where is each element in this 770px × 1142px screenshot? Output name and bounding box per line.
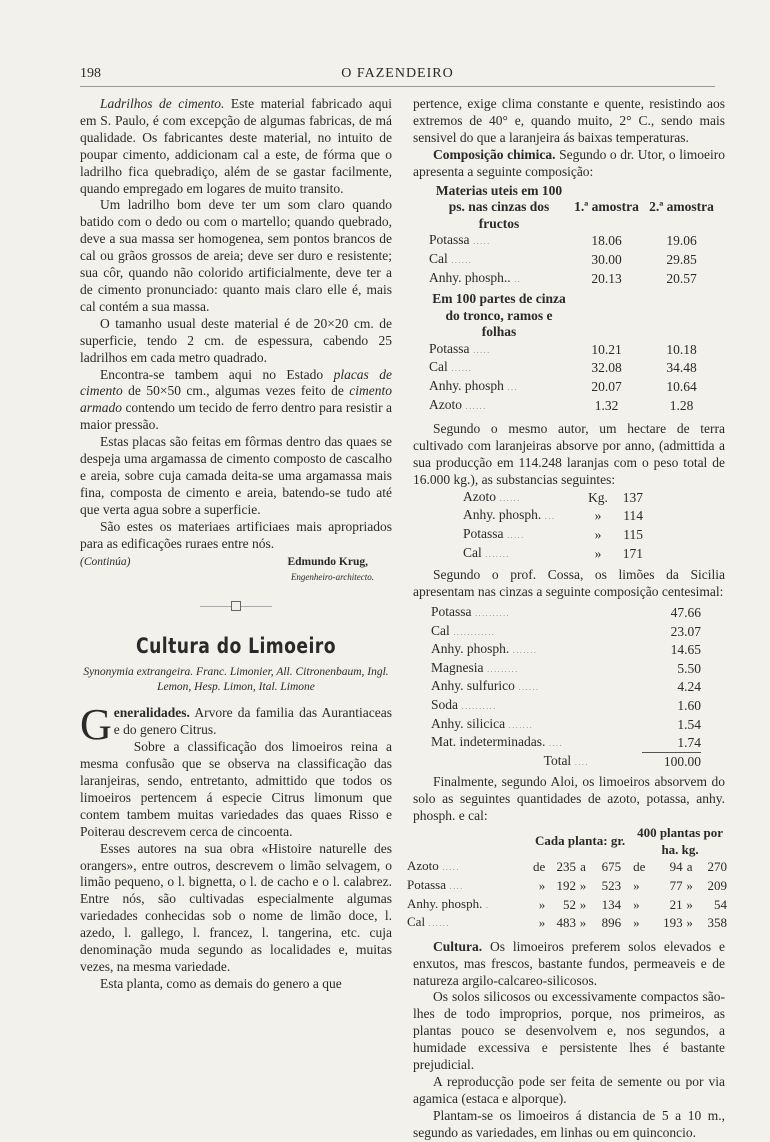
absorption-table bbox=[463, 489, 643, 563]
table-row: Anhy. phosph. . . . . . . . 14.65 bbox=[431, 641, 701, 658]
author-name: Edmundo Krug, bbox=[287, 556, 368, 569]
table-row: Cal . . . . . . 32.08 34.48 bbox=[429, 359, 697, 376]
paragraph: Os solos silicosos ou excessivamente compactos são-lhes de todo improprios, porque, nos primeiros, as plantas pouco se desenvolvem e, nos segundos, a humidade excessiva e persistente lhes é bastante prejudicial. bbox=[413, 989, 725, 1073]
table-row: Azoto . . . . . . 1.32 1.28 bbox=[429, 396, 694, 413]
table-row: Mat. indeterminadas. . . . . 1.74 bbox=[431, 734, 701, 753]
section-separator bbox=[80, 600, 392, 612]
author-role: Engenheiro-architecto. bbox=[290, 572, 374, 583]
paragraph: A reproducção pode ser feita de semente ou por via agamica (estaca e alporque). bbox=[413, 1073, 725, 1106]
paragraph: Segundo o prof. Cossa, os limões da Sicilia apresentam nas cinzas a seguinte composição centesimal: bbox=[413, 567, 725, 600]
header-rule bbox=[80, 86, 715, 87]
paragraph: Cultura. Os limoeiros preferem solos elevados e enxutos, mas frescos, bastante fundos, permeaveis e de natureza argilo-calcareo-silicosos. bbox=[413, 938, 725, 988]
paragraph: Encontra-se tambem aqui no Estado placas de cimento de 50×50 cm., algumas vezes feito de cimento armado contendo um tecido de ferro dentro para resistir a maior pressão. bbox=[80, 366, 392, 433]
table-row: Potassa . . . . . 18.06 19.06 bbox=[429, 232, 697, 249]
article-title: Cultura do Limoeiro bbox=[136, 634, 336, 659]
table-row: Azoto . . . . . de 235 a 675 de 94 a 270 bbox=[407, 858, 727, 875]
table-row: Cal . . . . . . » 483 » 896 » 193 » 358 bbox=[407, 914, 727, 931]
sicilia-table bbox=[431, 604, 701, 771]
paragraph: Finalmente, segundo Aloi, os limoeiros absorvem do solo as seguintes quantidades de azoto, potassa, anhy. phosph. e cal: bbox=[413, 774, 725, 824]
table-row: Anhy. phosph . . . 20.07 10.64 bbox=[429, 378, 697, 395]
table-row: Potassa . . . . . . . . . . 47.66 bbox=[431, 604, 701, 621]
page-number: 198 bbox=[80, 66, 101, 81]
paragraph: Plantam-se os limoeiros á distancia de 5 a 10 m., segundo as variedades, em linhas ou em quinconcio. bbox=[413, 1107, 725, 1140]
continua-note: (Continúa) bbox=[80, 556, 131, 569]
table-row: Total . . . . 100.00 bbox=[543, 752, 701, 770]
table-row: Anhy. sulfurico . . . . . . 4.24 bbox=[431, 678, 701, 695]
table-row: Cal . . . . . . 30.00 29.85 bbox=[429, 250, 697, 267]
paragraph: Um ladrilho bom deve ter um som claro quando batido com o dedo ou com o martello; quando quebrado, deve a sua massa ser homogenea, sem pontos brancos de cal ou grãos grossos de areia; deve ser duro e resistente; sua côr, quando não colorido artificialmente, deve ter a de cimento pronunciado: quanto mais claro elle é, mais cal contém a sua massa. bbox=[80, 197, 392, 314]
left-column bbox=[80, 96, 392, 993]
paragraph: Estas placas são feitas em fôrmas dentro das quaes se despeja uma argamassa de cimento composto de cascalho e areia, sobre cuja camada deita-se uma argamassa mais fina, composta de cimento e areia, batendo-se tudo até que verta agua sobre a superficie. bbox=[80, 434, 392, 517]
paragraph: Esta planta, como as demais do genero a que bbox=[100, 975, 342, 991]
paragraph: Composição chimica. Segundo o dr. Utor, o limoeiro apresenta a seguinte composição: bbox=[413, 146, 725, 179]
composition-table-1: Materias uteis em 100 ps. nas cinzas dos fructos 1.ª amostra 2.ª amostra Potassa . . . . . 18.06 19.06 Cal . . . . . . 30.00 29.85 Anhy. phosph.. . . 20.13 20.57 Em 100 partes de cinza do tronco, ramos e folhas Potassa . . . . . 10.21 10.18 Cal . . . . . . 32.08 34.48 Anhy. phosph . . . 20.07 10.64 Azoto . . . . . . 1.32 1.28 bbox=[429, 183, 719, 416]
paragraph: Segundo o mesmo autor, um hectare de terra cultivado com laranjeiras absorve por anno, (admittida a sua producção em 114.248 laranjas com o peso total de 16.000 kg.), as substancias seguintes: bbox=[413, 421, 725, 487]
table-row: Potassa . . . . . » 115 bbox=[463, 526, 643, 543]
running-title: O FAZENDEIRO bbox=[341, 66, 454, 81]
table-row: Soda . . . . . . . . . . 1.60 bbox=[431, 697, 701, 714]
drop-cap: G bbox=[80, 700, 112, 750]
table-row: Azoto . . . . . . Kg. 137 bbox=[463, 488, 643, 505]
table-row: Anhy. phosph. . » 52 » 134 » 21 » 54 bbox=[407, 895, 727, 912]
table-row: Anhy. silicica . . . . . . . 1.54 bbox=[431, 715, 701, 732]
table-row: Cal . . . . . . . » 171 bbox=[463, 544, 643, 561]
paragraph: Esses autores na sua obra «Histoire naturelle des orangers», entre outros, descrevem o limão selvagem, o limão pequeno, o l. bignetta, o l. de cacho e o l. calabrez. Entre nós, são cultivadas especialmente algumas variedades conhecidas sob o nome de limão doce, l. azedo, l. gallego, l. francez, l. tangerina, etc. cuja denominação muda segundo as localidades e, muitas vezes, na mesma variedade. bbox=[80, 840, 392, 974]
paragraph: O tamanho usual deste material é de 20×20 cm. de superficie, tendo 2 cm. de espessura, cabendo 25 ladrilhos em cada metro quadrado. bbox=[80, 315, 392, 365]
paragraph: Generalidades. Arvore da familia das Aurantiaceas e do genero Citrus. bbox=[80, 700, 392, 750]
paragraph: Ladrilhos de cimento. Este material fabricado aqui em S. Paulo, é com excepção de algumas fabricas, de má qualidade. Os fabricantes deste material, no intuito de poupar cimento, addicionam cal a este, de fórma que o ladrilho fica quebradiço, além de se gastar facilmente, quando empregado em logares de muito transito. bbox=[80, 96, 392, 196]
table-row: Potassa . . . . . 10.21 10.18 bbox=[429, 340, 697, 357]
table-row: Magnesia . . . . . . . . . 5.50 bbox=[431, 659, 701, 676]
table-row: Potassa . . . . » 192 » 523 » 77 » 209 bbox=[407, 876, 727, 893]
table-row: Anhy. phosph. . . . » 114 bbox=[463, 507, 643, 524]
synonyms-line: Synonymia extrangeira. Franc. Limonier, All. Citronenbaum, Ingl. Lemon, Hesp. Limon, Ital. Limone bbox=[83, 666, 389, 694]
table-row: Anhy. phosph.. . . 20.13 20.57 bbox=[429, 269, 697, 286]
paragraph: Sobre a classificação dos limoeiros reina a mesma confusão que se observa na classificação das laranjeiras, sendo, entretanto, admittido que todos os limoeiros pertencem á especie Citrus limonum que contem tambem muitas variedades das quaes Risso e Poiterau descrevem cerca de cincoenta. bbox=[80, 739, 392, 839]
ornament-icon bbox=[231, 601, 241, 611]
right-column bbox=[407, 96, 727, 1142]
signature-block bbox=[80, 554, 392, 586]
paragraph: São estes os materiaes artificiaes mais apropriados para as edificações ruraes entre nós. bbox=[80, 518, 392, 551]
page-header bbox=[80, 66, 715, 86]
aloi-table: Cada planta: gr. 400 plantas por ha. kg. Azoto . . . . . de 235 a 675 de 94 a 270 Potassa . . . . » 192 » 523 » 77 » 209 Anhy. phosph. . » 52 » 134 » 21 » 54 Cal . . . . . . » 483 » 896 » 193 » 358 bbox=[407, 825, 727, 933]
paragraph: pertence, exige clima constante e quente, resistindo aos extremos de 40° e, quando muito, 2° C., sendo mais sensivel do que a laranjeira ás baixas temperaturas. bbox=[413, 96, 725, 145]
table-row: Cal . . . . . . . . . . . . 23.07 bbox=[431, 622, 701, 639]
